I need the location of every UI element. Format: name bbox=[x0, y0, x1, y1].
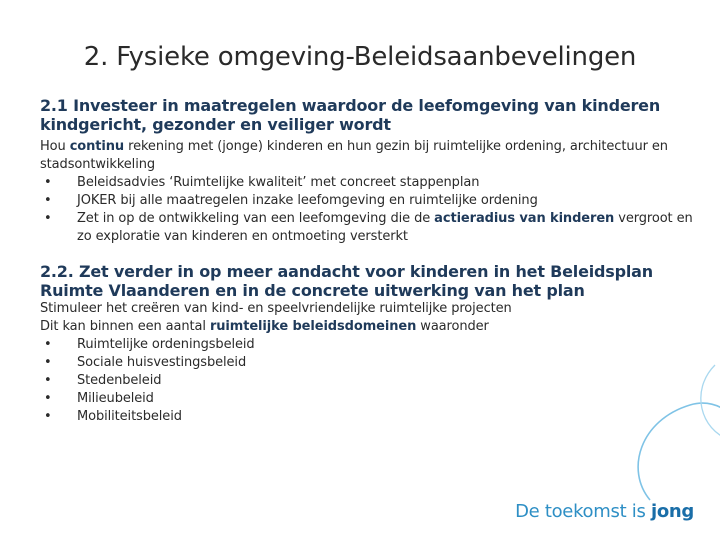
bullet-icon: • bbox=[44, 337, 52, 352]
bullet-icon: • bbox=[44, 193, 52, 208]
line-2-emphasis: ruimtelijke beleidsdomeinen bbox=[209, 319, 417, 334]
list-item bbox=[40, 210, 700, 246]
section-2-body bbox=[40, 300, 700, 426]
slide-title: 2. Fysieke omgeving-Beleidsaanbevelingen bbox=[83, 42, 637, 72]
list-item-text: Zet in op de ontwikkeling van een leefomgeving die de bbox=[77, 211, 435, 226]
list-item bbox=[40, 192, 700, 210]
list-item-text: Sociale huisvestingsbeleid bbox=[77, 355, 247, 370]
list-item bbox=[40, 174, 700, 192]
bullet-icon: • bbox=[44, 211, 52, 226]
list-item-text-end: vergroot en zo exploratie van kinderen en ontmoeting versterkt bbox=[77, 211, 693, 244]
list-item bbox=[40, 390, 700, 408]
intro-text: Hou bbox=[40, 139, 70, 154]
section-2-heading: 2.2. Zet verder in op meer aandacht voor kinderen in het Beleidsplan Ruimte Vlaanderen en in de concrete uitwerking van het plan bbox=[40, 262, 653, 300]
list-item-text: JOKER bij alle maatregelen inzake leefomgeving en ruimtelijke ordening bbox=[77, 193, 538, 208]
section-1-bullets bbox=[40, 174, 700, 246]
bullet-icon: • bbox=[44, 409, 52, 424]
list-item-text: Ruimtelijke ordeningsbeleid bbox=[77, 337, 255, 352]
list-item-text: Beleidsadvies ‘Ruimtelijke kwaliteit’ met concreet stappenplan bbox=[77, 175, 480, 190]
list-item bbox=[40, 372, 700, 390]
list-item-text: Milieubeleid bbox=[77, 391, 154, 406]
section-1 bbox=[40, 96, 700, 246]
brand-logo bbox=[515, 501, 694, 522]
line-2-text-end: waaronder bbox=[416, 319, 489, 334]
list-item bbox=[40, 408, 700, 426]
intro-emphasis: continu bbox=[69, 139, 125, 154]
list-item-text: Mobiliteitsbeleid bbox=[77, 409, 182, 424]
bullet-icon: • bbox=[44, 355, 52, 370]
logo-text-strong: jong bbox=[650, 501, 694, 522]
bullet-icon: • bbox=[44, 175, 52, 190]
section-1-intro bbox=[40, 138, 700, 174]
bullet-icon: • bbox=[44, 391, 52, 406]
section-1-body bbox=[40, 138, 700, 246]
section-2 bbox=[40, 262, 700, 426]
slide-content bbox=[40, 96, 700, 426]
decorative-swirl-icon bbox=[620, 360, 720, 510]
line-2-text: Dit kan binnen een aantal bbox=[40, 319, 210, 334]
section-2-bullets bbox=[40, 336, 700, 426]
intro-text-end: rekening met (jonge) kinderen en hun gezin bij ruimtelijke ordening, architectuur en stadsontwikkeling bbox=[40, 139, 668, 172]
list-item bbox=[40, 354, 700, 372]
section-1-heading: 2.1 Investeer in maatregelen waardoor de leefomgeving van kinderen kindgericht, gezonder en veiliger wordt bbox=[40, 96, 661, 134]
section-2-line-2 bbox=[40, 318, 700, 336]
list-item-emphasis: actieradius van kinderen bbox=[434, 211, 615, 226]
section-2-line-1: Stimuleer het creëren van kind- en speelvriendelijke ruimtelijke projecten bbox=[40, 301, 512, 316]
list-item-text: Stedenbeleid bbox=[77, 373, 162, 388]
list-item bbox=[40, 336, 700, 354]
logo-text: De toekomst is bbox=[515, 501, 651, 522]
bullet-icon: • bbox=[44, 373, 52, 388]
